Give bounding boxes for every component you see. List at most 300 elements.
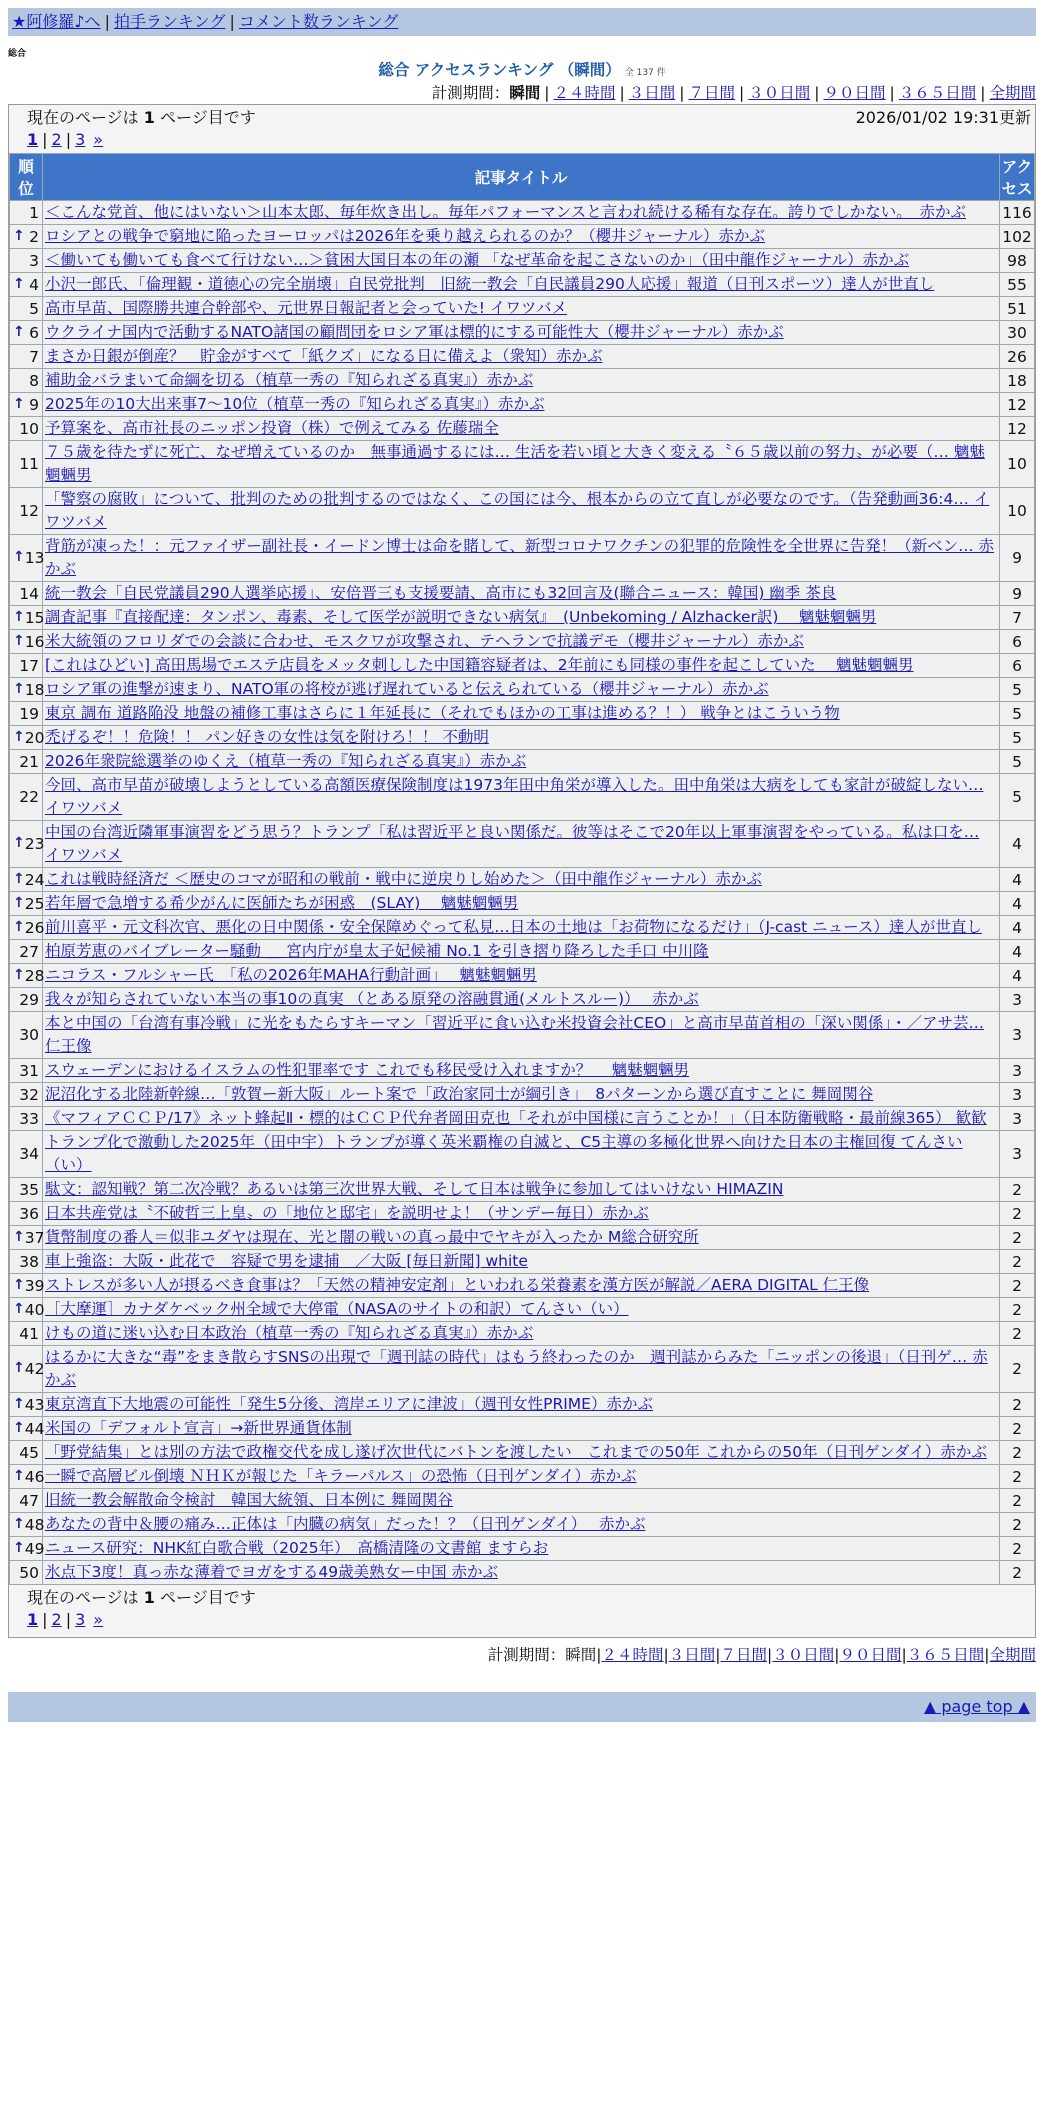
rank-up-arrow-icon: ↑ [13, 395, 25, 412]
access-count: 10 [1000, 488, 1035, 535]
page-link[interactable]: 2 [51, 130, 62, 149]
period-link[interactable]: 全期間 [989, 84, 1036, 102]
article-link[interactable]: [これはひどい] 高田馬場でエステ店員をメッタ刺しした中国籍容疑者は、2年前にも同様の事件を起こしていた 魑魅魍魎男 [45, 656, 914, 674]
page-link[interactable]: 3 [75, 1610, 86, 1629]
rank-cell [10, 225, 43, 249]
article-link[interactable]: 《マフィアＣＣＰ/17》ネット蜂起Ⅱ・標的はＣＣＰ代弁者岡田克也「それが中国様に言うことか！」（日本防衛戦略・最前線365） 歓歓 [45, 1109, 987, 1127]
table-row [10, 1083, 1035, 1107]
rank-number: 46 [24, 1467, 45, 1486]
table-row [10, 273, 1035, 297]
period-separator: | [767, 1646, 773, 1664]
article-link[interactable]: 氷点下3度！真っ赤な薄着でヨガをする49歳美熟女ー中国 赤かぶ [45, 1563, 499, 1581]
title-cell [43, 1298, 1000, 1322]
table-row [10, 1537, 1035, 1561]
applause-ranking-link[interactable]: 拍手ランキング [113, 12, 226, 31]
rank-cell [10, 1250, 43, 1274]
title-cell [43, 1012, 1000, 1059]
rank-number: 39 [24, 1276, 45, 1295]
table-row [10, 417, 1035, 441]
title-cell [43, 1489, 1000, 1513]
title-cell [43, 916, 1000, 940]
rank-number: 36 [19, 1204, 39, 1223]
period-link[interactable]: ７日間 [720, 1646, 767, 1664]
rank-cell [10, 1393, 43, 1417]
table-row [10, 488, 1035, 535]
title-cell [43, 297, 1000, 321]
article-link[interactable]: 「野党結集」とは別の方法で政権交代を成し遂げ次世代にバトンを渡したい これまでの50年 これからの50年（日刊ゲンダイ）赤かぶ [45, 1443, 987, 1461]
title-cell [43, 1083, 1000, 1107]
page-separator: | [65, 130, 72, 149]
table-row [10, 654, 1035, 678]
table-row [10, 441, 1035, 488]
period-selector [0, 82, 1036, 104]
rank-number: 43 [24, 1395, 45, 1414]
period-link[interactable]: ３６５日間 [906, 1646, 985, 1664]
rank-up-arrow-icon: ↑ [13, 1467, 25, 1484]
article-link[interactable]: 高市早苗、国際勝共連合幹部や、元世界日報記者と会っていた! イワツバメ [45, 299, 568, 317]
page-separator: | [65, 1610, 72, 1629]
rank-number: 5 [29, 299, 39, 318]
article-link[interactable]: けもの道に迷い込む日本政治（植草一秀の『知られざる真実』）赤かぶ [45, 1324, 534, 1342]
access-count: 2 [1000, 1465, 1035, 1489]
rank-up-arrow-icon: ↑ [13, 549, 25, 565]
access-count: 3 [1000, 1131, 1035, 1178]
rank-cell [10, 774, 43, 821]
article-link[interactable]: 背筋が凍った！：元ファイザー副社長・イードン博士は命を賭して、新型コロナワクチンの犯罪的危険性を全世界に告発！（新ベン… 赤かぶ [45, 537, 995, 578]
article-link[interactable]: ＜働いても働いても食べて行けない…＞貧困大国日本の年の瀬 「なぜ革命を起こさないのか」（田中龍作ジャーナル）赤かぶ [45, 251, 910, 269]
title-cell [43, 630, 1000, 654]
period-separator: | [715, 1646, 721, 1664]
article-link[interactable]: 東京湾直下大地震の可能性「発生5分後、湾岸エリアに津波」（週刊女性PRIME）赤かぶ [45, 1395, 653, 1413]
article-link[interactable]: ロシア軍の進撃が速まり、NATO軍の将校が逃げ遅れていると伝えられている（櫻井ジャーナル）赤かぶ [45, 680, 769, 698]
rank-cell [10, 940, 43, 964]
rank-cell [10, 1489, 43, 1513]
article-link[interactable]: 東京 調布 道路陥没 地盤の補修工事はさらに１年延長に（それでもほかの工事は進める？！） 戦争とはこういう物 [45, 704, 840, 722]
rank-number: 11 [19, 455, 39, 473]
header-rank: 順位 [10, 154, 43, 201]
title-cell [43, 345, 1000, 369]
access-count: 2 [1000, 1489, 1035, 1513]
rank-cell [10, 892, 43, 916]
access-count: 6 [1000, 630, 1035, 654]
rank-cell [10, 868, 43, 892]
article-link[interactable]: 若年層で急増する希少がんに医師たちが困惑 (SLAY) 魑魅魍魎男 [45, 894, 519, 912]
rank-up-arrow-icon: ↑ [13, 918, 25, 935]
rank-number: 23 [24, 835, 45, 853]
article-link[interactable]: ロシアとの戦争で窮地に陥ったヨーロッパは2026年を乗り越えられるのか？（櫻井ジャーナル）赤かぶ [45, 227, 766, 245]
title-cell [43, 1178, 1000, 1202]
access-count: 2 [1000, 1346, 1035, 1393]
table-row [10, 1012, 1035, 1059]
title-cell [43, 892, 1000, 916]
access-count: 51 [1000, 297, 1035, 321]
table-row [10, 1465, 1035, 1489]
nav-separator: | [104, 12, 110, 31]
table-row [10, 1226, 1035, 1250]
rank-number: 1 [29, 203, 39, 222]
title-cell [43, 535, 1000, 582]
article-link[interactable]: 2025年の10大出来事7～10位（植草一秀の『知られざる真実』）赤かぶ [45, 395, 545, 413]
title-cell [43, 1274, 1000, 1298]
article-link[interactable]: ニュース研究：NHK紅白歌合戦（2025年） 高橋清隆の文書館 ますらお [45, 1539, 549, 1557]
article-link[interactable]: 禿げるぞ！！危険！！ パン好きの女性は気を附けろ！！ 不動明 [45, 728, 489, 746]
page-status-suffix: ページ目です [154, 108, 256, 127]
title-cell [43, 225, 1000, 249]
title-cell [43, 582, 1000, 606]
page-top-link[interactable]: ▲ page top ▲ [923, 1697, 1030, 1716]
table-row [10, 988, 1035, 1012]
period-link[interactable]: ３０日間 [748, 84, 811, 102]
ranking-table [9, 153, 1035, 1585]
title-cell [43, 654, 1000, 678]
access-count: 18 [1000, 369, 1035, 393]
rank-cell [10, 321, 43, 345]
page-link[interactable]: 1 [27, 1610, 39, 1629]
period-separator: | [739, 84, 745, 102]
title-cell [43, 1059, 1000, 1083]
rank-cell [10, 1107, 43, 1131]
article-link[interactable]: ウクライナ国内で活動するNATO諸国の顧問団をロシア軍は標的にする可能性大（櫻井ジャーナル）赤かぶ [45, 323, 784, 341]
period-link[interactable]: ７日間 [688, 84, 735, 102]
rank-cell [10, 393, 43, 417]
access-count: 4 [1000, 964, 1035, 988]
access-count: 2 [1000, 1298, 1035, 1322]
rank-number: 4 [29, 275, 39, 294]
header-access: アクセス [1000, 154, 1035, 201]
article-link[interactable]: 貨幣制度の番人＝似非ユダヤは現在、光と闇の戦いの真っ最中でヤキが入ったか M総合研究所 [45, 1228, 699, 1246]
rank-number: 40 [24, 1300, 45, 1319]
rank-cell [10, 1322, 43, 1346]
article-link[interactable]: 「警察の腐敗」について、批判のための批判するのではなく、この国には今、根本からの立て直しが必要なのです。（告発動画36:4… イワツバメ [45, 490, 990, 531]
rank-number: 18 [24, 680, 45, 699]
article-link[interactable]: まさか日銀が倒産？ 貯金がすべて「紙クズ」になる日に備えよ（衆知）赤かぶ [45, 347, 603, 365]
rank-cell [10, 201, 43, 225]
title-cell [43, 393, 1000, 417]
period-current: 瞬間 [565, 1646, 597, 1664]
rank-up-arrow-icon: ↑ [13, 835, 25, 851]
rank-up-arrow-icon: ↑ [13, 1228, 25, 1245]
access-count: 5 [1000, 726, 1035, 750]
rank-number: 50 [19, 1563, 39, 1582]
article-link[interactable]: ニコラス・フルシャー氏 「私の2026年MAHA行動計画」 魑魅魍魎男 [45, 966, 537, 984]
rank-number: 29 [19, 990, 39, 1009]
article-link[interactable]: 車上強盗：大阪・此花で 容疑で男を逮捕 ／大阪 [毎日新聞] white [45, 1252, 528, 1270]
period-link[interactable]: ３日間 [668, 1646, 716, 1664]
rank-number: 27 [19, 942, 39, 961]
title-cell [43, 988, 1000, 1012]
rank-up-arrow-icon: ↑ [13, 894, 25, 911]
period-link[interactable]: 全期間 [989, 1646, 1036, 1664]
rank-number: 24 [24, 870, 45, 889]
rank-number: 34 [19, 1145, 39, 1163]
page-link[interactable]: 2 [51, 1610, 62, 1629]
rank-number: 14 [19, 584, 39, 603]
rank-cell [10, 1417, 43, 1441]
access-count: 2 [1000, 1250, 1035, 1274]
page-status-number: 1 [143, 1588, 155, 1607]
title-cell [43, 1393, 1000, 1417]
article-link[interactable]: 小沢一郎氏、「倫理観・道徳心の完全崩壊」自民党批判 旧統一教会「自民議員290人応援」報道（日刊スポーツ）達人が世直し [45, 275, 935, 293]
period-separator: | [619, 84, 625, 102]
article-link[interactable]: 米大統領のフロリダでの会談に合わせ、モスクワが攻撃され、テヘランで抗議デモ（櫻井ジャーナル）赤かぶ [45, 632, 804, 650]
table-row [10, 1322, 1035, 1346]
article-link[interactable]: ＜こんな党首、他にはいない＞山本太郎、毎年炊き出し。毎年パフォーマンスと言われ続ける稀有な存在。誇りでしかない。 赤かぶ [45, 203, 967, 221]
article-link[interactable]: 2026年衆院総選挙のゆくえ（植草一秀の『知られざる真実』）赤かぶ [45, 752, 527, 770]
title-cell [43, 1465, 1000, 1489]
page-status-prefix: 現在のページは [27, 108, 144, 127]
article-link[interactable]: 予算案を、高市社長のニッポン投資（株）で例えてみる 佐藤瑞全 [45, 419, 499, 437]
rank-number: 9 [29, 395, 39, 414]
title-cell [43, 417, 1000, 441]
title-cell [43, 1417, 1000, 1441]
rank-cell [10, 249, 43, 273]
rank-number: 7 [29, 347, 39, 366]
period-current: 瞬間 [509, 84, 541, 102]
title-cell [43, 1226, 1000, 1250]
table-row [10, 606, 1035, 630]
rank-cell [10, 1012, 43, 1059]
table-row [10, 1489, 1035, 1513]
page-title [0, 60, 1044, 80]
rank-up-arrow-icon: ↑ [13, 275, 25, 292]
header-title: 記事タイトル [43, 154, 1000, 201]
page-title-text: 総合 アクセスランキング （瞬間） [378, 61, 621, 79]
article-link[interactable]: 旧統一教会解散命令検討 韓国大統領、日本例に 舞岡関谷 [45, 1491, 453, 1509]
article-link[interactable]: 我々が知らされていない本当の事10の真実 （とある原発の溶融貫通(メルトスルー)） 赤かぶ [45, 990, 699, 1008]
article-link[interactable]: 中国の台湾近隣軍事演習をどう思う？トランプ「私は習近平と良い関係だ。彼等はそこで20年以上軍事演習をやっている。私は口を… イワツバメ [45, 823, 980, 864]
period-label: 計測期間： [487, 1646, 566, 1664]
table-row [10, 702, 1035, 726]
rank-cell [10, 1513, 43, 1537]
access-count: 2 [1000, 1274, 1035, 1298]
table-row [10, 964, 1035, 988]
access-count: 5 [1000, 678, 1035, 702]
page-separator: | [42, 130, 48, 149]
table-row [10, 868, 1035, 892]
period-link[interactable]: ９０日間 [823, 84, 886, 102]
rank-cell [10, 1465, 43, 1489]
table-row [10, 774, 1035, 821]
rank-number: 25 [24, 894, 45, 913]
article-link[interactable]: これは戦時経済だ ＜歴史のコマが昭和の戦前・戦中に逆戻りし始めた＞（田中龍作ジャーナル）赤かぶ [45, 870, 762, 888]
rank-up-arrow-icon: ↑ [13, 608, 25, 625]
rank-up-arrow-icon: ↑ [13, 1395, 25, 1412]
access-count: 2 [1000, 1226, 1035, 1250]
period-separator: | [544, 84, 550, 102]
access-count: 9 [1000, 582, 1035, 606]
rank-cell [10, 1346, 43, 1393]
rank-cell [10, 750, 43, 774]
article-link[interactable]: 統一教会「自民党議員290人選挙応援」、安倍晋三も支援要請、高市にも32回言及(聯合ニュース：韓国) 幽季 茶良 [45, 584, 837, 602]
rank-number: 16 [24, 632, 45, 651]
table-row [10, 1107, 1035, 1131]
rank-up-arrow-icon: ↑ [13, 728, 25, 745]
table-row [10, 225, 1035, 249]
rank-number: 49 [24, 1539, 45, 1558]
rank-number: 30 [19, 1026, 39, 1044]
home-link[interactable]: ★阿修羅♪へ [12, 12, 101, 31]
table-row [10, 369, 1035, 393]
rank-number: 10 [19, 419, 39, 438]
title-cell [43, 1202, 1000, 1226]
article-link[interactable]: 本と中国の「台湾有事冷戦」に光をもたらすキーマン「習近平に食い込む米投資会社CEO」と高市早苗首相の「深い関係」・／アサ芸… 仁王像 [45, 1014, 984, 1055]
rank-cell [10, 1298, 43, 1322]
table-row [10, 1298, 1035, 1322]
rank-number: 6 [29, 323, 39, 342]
access-count: 3 [1000, 988, 1035, 1012]
rank-cell [10, 1178, 43, 1202]
title-cell [43, 1322, 1000, 1346]
rank-cell [10, 1083, 43, 1107]
rank-number: 28 [24, 966, 45, 985]
rank-cell [10, 606, 43, 630]
rank-cell [10, 297, 43, 321]
article-link[interactable]: ７５歳を待たずに死亡、なぜ増えているのか 無事通過するには… 生活を若い頃と大きく変える〝６５歳以前の努力〟が必要（… 魑魅魍魎男 [45, 443, 985, 484]
next-page-link[interactable]: » [93, 130, 104, 149]
rank-up-arrow-icon: ↑ [13, 1515, 25, 1532]
rank-number: 21 [19, 752, 39, 771]
table-row [10, 1417, 1035, 1441]
title-cell [43, 201, 1000, 225]
next-page-link[interactable]: » [93, 1610, 104, 1629]
section-tag: 総合 [8, 49, 27, 59]
access-count: 2 [1000, 1202, 1035, 1226]
top-nav-bar [8, 8, 1036, 36]
table-row [10, 1346, 1035, 1393]
article-link[interactable]: 柏原芳恵のバイブレーター騒動 ＿ 宮内庁が皇太子妃候補 No.1 を引き摺り降ろした手口 中川隆 [45, 942, 709, 960]
title-cell [43, 369, 1000, 393]
rank-cell [10, 702, 43, 726]
period-link[interactable]: ３日間 [628, 84, 676, 102]
table-row [10, 1178, 1035, 1202]
rank-cell [10, 582, 43, 606]
table-row [10, 1513, 1035, 1537]
title-cell [43, 441, 1000, 488]
article-link[interactable]: 日本共産党は〝不破哲三上皇〟の「地位と邸宅」を説明せよ！（サンデー毎日）赤かぶ [45, 1204, 649, 1222]
article-link[interactable]: トランプ化で激動した2025年（田中宇）トランプが導く英米覇権の自滅と、C5主導の多極化世界へ向けた日本の主権回復 てんさい（い） [45, 1133, 963, 1174]
period-link[interactable]: ３０日間 [772, 1646, 835, 1664]
article-link[interactable]: ［大摩運］カナダケベック州全域で大停電（NASAのサイトの和訳）てんさい（い） [45, 1300, 629, 1318]
access-count: 2 [1000, 1178, 1035, 1202]
table-row [10, 345, 1035, 369]
rank-cell [10, 1537, 43, 1561]
rank-number: 20 [24, 728, 45, 747]
article-link[interactable]: あなたの背中＆腰の痛み…正体は「内臓の病気」だった！？（日刊ゲンダイ） 赤かぶ [45, 1515, 646, 1533]
access-count: 12 [1000, 417, 1035, 441]
article-link[interactable]: はるかに大きな“毒”をまき散らすSNSの出現で「週刊誌の時代」はもう終わったのか 週刊誌からみた「ニッポンの後退」（日刊ゲ… 赤かぶ [45, 1348, 988, 1389]
table-header-row [10, 154, 1035, 201]
period-selector-bottom [0, 1644, 1036, 1666]
rank-number: 47 [19, 1491, 39, 1510]
access-count: 4 [1000, 940, 1035, 964]
rank-number: 32 [19, 1085, 39, 1104]
total-count: 全 137 件 [624, 68, 666, 78]
rank-cell [10, 535, 43, 582]
table-row [10, 249, 1035, 273]
access-count: 2 [1000, 1393, 1035, 1417]
title-cell [43, 1107, 1000, 1131]
page-status-number: 1 [143, 108, 155, 127]
rank-up-arrow-icon: ↑ [13, 323, 25, 340]
article-link[interactable]: 米国の「デフォルト宣言」→新世界通貨体制 [45, 1419, 352, 1437]
title-cell [43, 964, 1000, 988]
access-count: 2 [1000, 1561, 1035, 1585]
access-count: 2 [1000, 1513, 1035, 1537]
title-cell [43, 321, 1000, 345]
title-cell [43, 606, 1000, 630]
rank-number: 3 [29, 251, 39, 270]
article-link[interactable]: ストレスが多い人が摂るべき食事は？「天然の精神安定剤」といわれる栄養素を漢方医が解説／AERA DIGITAL 仁王像 [45, 1276, 870, 1294]
title-cell [43, 868, 1000, 892]
rank-number: 45 [19, 1443, 39, 1462]
article-link[interactable]: 今回、高市早苗が破壊しようとしている高額医療保険制度は1973年田中角栄が導入した。田中角栄は大病をしても家計が破綻しない… イワツバメ [45, 776, 984, 817]
access-count: 3 [1000, 1107, 1035, 1131]
page-link[interactable]: 1 [27, 130, 39, 149]
rank-cell [10, 654, 43, 678]
rank-cell [10, 630, 43, 654]
article-link[interactable]: 補助金バラまいて命綱を切る（植草一秀の『知られざる真実』）赤かぶ [45, 371, 534, 389]
pagination [27, 129, 1017, 151]
rank-number: 38 [19, 1252, 39, 1271]
rank-number: 42 [24, 1360, 45, 1378]
rank-number: 22 [19, 788, 39, 806]
table-row [10, 1250, 1035, 1274]
rank-cell [10, 1202, 43, 1226]
rank-number: 12 [19, 502, 39, 520]
table-row [10, 916, 1035, 940]
article-link[interactable]: 駄文：認知戦？第二次冷戦？あるいは第三次世界大戦、そして日本は戦争に参加してはいけない HIMAZIN [45, 1180, 784, 1198]
title-cell [43, 940, 1000, 964]
article-link[interactable]: 一瞬で高層ビル倒壊 ＮＨＫが報じた「キラーパルス」の恐怖（日刊ゲンダイ）赤かぶ [45, 1467, 637, 1485]
rank-up-arrow-icon: ↑ [13, 1419, 25, 1436]
article-link[interactable]: 前川喜平・元文科次官、悪化の日中関係・安全保障めぐって私見…日本の土地は「お荷物になるだけ」（J-cast ニュース）達人が世直し [45, 918, 982, 936]
period-link[interactable]: ３６５日間 [898, 84, 977, 102]
table-row [10, 678, 1035, 702]
rank-cell [10, 964, 43, 988]
access-count: 4 [1000, 916, 1035, 940]
page-separator: | [42, 1610, 48, 1629]
rank-cell [10, 369, 43, 393]
table-row [10, 1274, 1035, 1298]
rank-up-arrow-icon: ↑ [13, 632, 25, 649]
access-count: 4 [1000, 821, 1035, 868]
pager-footer [9, 1585, 1035, 1637]
rank-number: 13 [24, 549, 45, 567]
title-cell [43, 1561, 1000, 1585]
rank-number: 37 [24, 1228, 45, 1247]
period-separator: | [596, 1646, 602, 1664]
period-link[interactable]: ２４時間 [601, 1646, 664, 1664]
access-count: 30 [1000, 321, 1035, 345]
rank-number: 2 [29, 227, 39, 246]
period-separator: | [834, 1646, 840, 1664]
comment-ranking-link[interactable]: コメント数ランキング [238, 12, 399, 31]
access-count: 2 [1000, 1417, 1035, 1441]
article-link[interactable]: スウェーデンにおけるイスラムの性犯罪率です これでも移民受け入れますか？ 魑魅魍魎男 [45, 1061, 690, 1079]
article-link[interactable]: 泥沼化する北陸新幹線…「敦賀ー新大阪」ルート案で「政治家同士が綱引き」 8パターンから選び直すことに 舞岡関谷 [45, 1085, 874, 1103]
table-row [10, 1561, 1035, 1585]
article-link[interactable]: 調査記事『直接配達：タンポン、毒素、そして医学が説明できない病気』 (Unbekoming / Alzhacker訳) 魑魅魍魎男 [45, 608, 877, 626]
access-count: 102 [1000, 225, 1035, 249]
access-count: 5 [1000, 774, 1035, 821]
period-link[interactable]: ９０日間 [839, 1646, 902, 1664]
page-link[interactable]: 3 [75, 130, 86, 149]
period-link[interactable]: ２４時間 [553, 84, 616, 102]
pagination-bottom [27, 1609, 1017, 1631]
rank-up-arrow-icon: ↑ [13, 870, 25, 887]
access-count: 98 [1000, 249, 1035, 273]
rank-cell [10, 417, 43, 441]
